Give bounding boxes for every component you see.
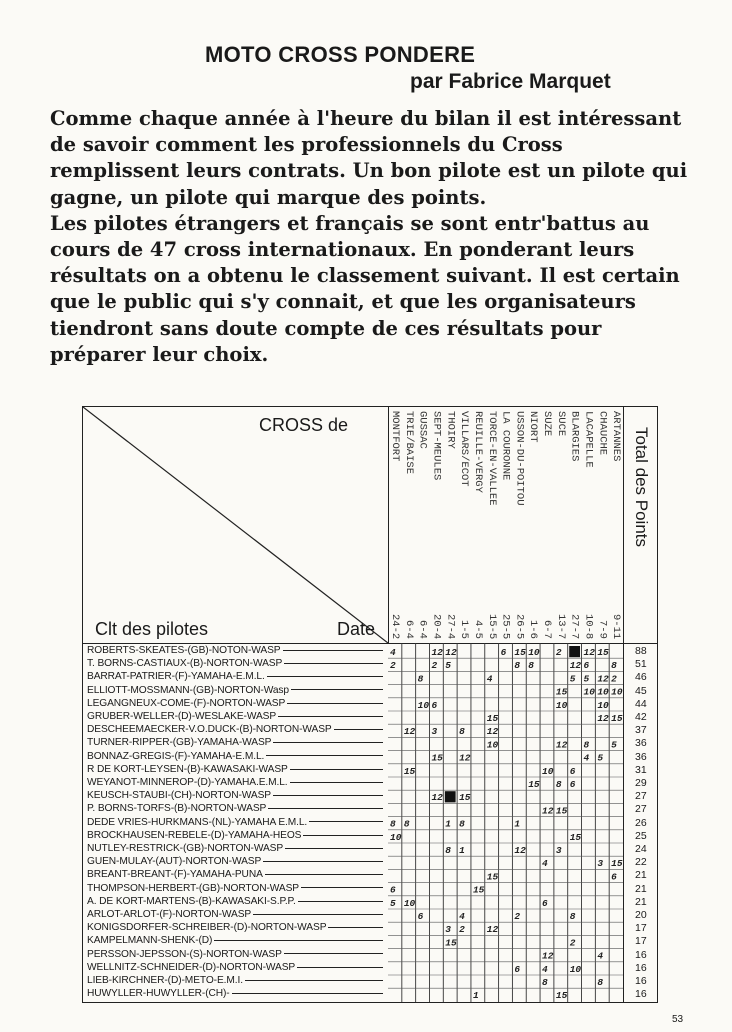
cross-date: 4-5 [471,620,484,639]
mark-value: 12 [569,660,582,672]
mark-value: 15 [569,831,582,843]
pilot-row [87,803,383,814]
pilot-name: DEDE VRIES-HURKMANS-(NL)-YAMAHA E.M.L. [87,816,308,828]
mark-value: 2 [514,911,521,922]
mark-value: 5 [569,673,576,685]
mark-value: 10 [528,647,540,658]
mark-value: 12 [486,726,499,738]
filled-cell [569,646,580,657]
mark-value: 8 [390,818,396,830]
mark-value: 4 [597,950,604,962]
leader-line [297,967,383,968]
pilot-name: A. DE KORT-MARTENS-(B)-KAWASAKI-S.P.P. [87,895,296,907]
mark-value: 15 [431,752,443,764]
pilot-name: NUTLEY-RESTRICK-(GB)-NORTON-WASP [87,843,284,854]
intro-text [50,106,690,368]
cross-name: LACAPELLE [582,411,595,468]
leader-line [285,848,383,849]
intro-paragraph-1: Comme chaque année à l'heure du bilan il est intéressant de savoir comment les professionnels du Cross remplissent leurs contrats. Un bon pilote est un pilote qui gagne, un pilote qui marque des points. [50,107,688,209]
pilot-total: 21 [635,895,647,908]
leader-line [263,861,383,862]
pilot-row [87,856,383,867]
pilot-name: WEYANOT-MINNEROP-(D)-YAMAHA.E.M.L. [87,777,288,788]
pilot-total: 51 [635,658,647,671]
mark-value: 15 [555,686,568,698]
mark-value: 3 [555,845,562,856]
mark-value: 12 [445,647,457,658]
mark-value: 5 [597,752,604,764]
pilot-total: 16 [635,961,647,974]
cross-date: 1-5 [458,620,471,639]
pilot-row [87,988,383,999]
mark-value: 1 [472,990,479,1002]
cross-name: SUZE [541,411,554,437]
mark-value: 12 [431,647,443,658]
leader-line [284,953,383,954]
mark-value: 12 [597,713,609,724]
cross-name: MONTFORT [389,411,401,462]
mark-value: 12 [542,805,554,817]
mark-value: 8 [514,660,521,672]
mark-value: 1 [445,818,451,830]
pilot-row [87,962,383,973]
cross-column-2 [583,411,595,639]
mark-value: 10 [597,699,609,711]
cross-date: 27-7 [568,613,581,639]
mark-value: 2 [611,673,617,685]
mark-value: 8 [555,779,562,790]
leader-line [284,663,383,664]
mark-value: 6 [569,779,576,790]
cross-name: GUSSAC [416,411,429,449]
header-diagonal [83,407,388,643]
pilot-row [87,817,383,828]
mark-value: 10 [611,686,623,698]
mark-value: 15 [459,792,471,804]
mark-value: 5 [390,897,396,909]
mark-value: 8 [417,673,424,685]
pilot-total: 17 [635,935,647,948]
mark-value: 10 [583,686,595,698]
cross-name: TORCE-EN-VALLEE [485,411,498,506]
pilot-name: T. BORNS-CASTIAUX-(B)-NORTON-WASP [87,658,283,670]
pilot-row [87,869,383,880]
mark-value: 4 [583,752,590,764]
mark-value: 3 [597,858,604,870]
leader-line [267,676,383,677]
pilot-name: BREANT-BREANT-(F)-YAMAHA-PUNA [87,869,263,881]
pilot-row [87,790,383,801]
cross-name: SUCE [554,411,567,437]
mark-value: 6 [431,699,438,711]
cross-name: TRIE/BAISE [402,411,415,475]
intro-paragraph-2: Les pilotes étrangers et français se sont entr'battus au cours de 47 cross internationaux. En ponderant leurs résultats on a obtenu le classement suivant. Il est certain que le public qui s'y connait, et que les organisateurs tiendront sans doute compte de ces résultats pour préparer leur choix. [50,211,680,366]
mark-value: 6 [417,911,424,922]
pilot-name: THOMPSON-HERBERT-(GB)-NORTON-WASP [87,882,299,894]
mark-value: 5 [445,660,451,672]
leader-line [273,742,383,743]
leader-line [301,887,383,888]
pilot-name: BARRAT-PATRIER-(F)-YAMAHA-E.M.L. [87,671,265,683]
cross-column-6 [527,411,539,639]
cross-date: 26-5 [513,613,526,639]
leader-line [291,689,383,690]
mark-value: 12 [459,752,471,764]
mark-value: 8 [459,818,465,830]
pilot-name: ARLOT-ARLOT-(F)-NORTON-WASP [87,909,252,920]
leader-line [298,901,383,902]
cross-date: 13-7 [554,613,567,639]
pilot-name: DESCHEEMAECKER-V.O.DUCK-(B)-NORTON-WASP [87,724,332,736]
pilot-total: 24 [635,843,647,855]
mark-value: 15 [403,765,416,777]
pilot-name: LEGANGNEUX-COME-(F)-NORTON-WASP [87,697,286,709]
pilot-total: 88 [635,645,647,657]
article-author: par Fabrice Marquet [410,70,611,93]
cross-name: CHAUCHE [596,411,609,456]
pilot-row [87,896,383,907]
mark-value: 3 [445,924,451,936]
mark-value: 6 [569,765,576,777]
total-divider [623,407,624,1002]
leader-line [309,821,383,822]
leader-line [266,755,383,756]
cross-date: 20-4 [430,613,443,639]
pilot-row [87,658,383,669]
pilot-row [87,949,383,960]
cross-column-1 [596,411,608,639]
mark-value: 5 [583,673,590,685]
leader-line [253,914,383,915]
pilot-row [87,711,383,722]
cross-date: 10-8 [582,613,595,639]
mark-value: 15 [472,884,485,896]
leader-line [290,769,383,770]
cross-date: 6-4 [402,620,415,639]
cross-column-11 [458,411,470,639]
mark-value: 12 [597,673,609,685]
leader-line [273,795,383,796]
pilot-name: LIEB-KIRCHNER-(D)-METO-E.M.I. [87,975,243,986]
pilot-total: 21 [635,869,647,882]
mark-value: 10 [542,765,554,777]
cross-column-4 [555,411,567,639]
mark-value: 10 [486,739,499,751]
pilot-name: TURNER-RIPPER-(GB)-YAMAHA-WASP [87,737,272,749]
pilot-name: R DE KORT-LEYSEN-(B)-KAWASAKI-WASP [87,763,288,775]
mark-value: 15 [445,937,457,949]
pilot-name: P. BORNS-TORFS-(B)-NORTON-WASP [87,803,267,815]
mark-value: 15 [528,779,540,790]
pilot-row [87,777,383,788]
pilot-row [87,883,383,894]
pilot-name: PERSSON-JEPSSON-(S)-NORTON-WASP [87,948,282,960]
mark-value: 15 [486,713,499,724]
pilot-total: 29 [635,777,647,789]
mark-value: 10 [555,699,568,711]
cross-column-16 [389,411,401,639]
pilot-total: 27 [635,803,647,816]
article-title: MOTO CROSS PONDERE [205,42,476,67]
mark-value: 6 [542,897,548,909]
mark-value: 4 [390,647,396,658]
mark-value: 8 [445,845,451,856]
mark-value: 2 [459,924,465,936]
leader-line [283,650,383,651]
mark-value: 15 [555,805,568,817]
cross-name: BLARGIES [568,411,581,462]
cross-date: 1-6 [527,620,540,639]
mark-value: 10 [403,897,416,909]
mark-value: 2 [555,647,562,658]
cross-date: 27-4 [444,613,457,639]
mark-value: 8 [569,911,576,922]
mark-value: 15 [611,858,623,870]
pilot-total: 42 [635,711,647,723]
pilot-name: HUWYLLER-HUWYLLER-(CH)- [87,988,230,1000]
leader-line [290,782,383,783]
total-header: Total des Points [632,427,651,548]
pilot-total: 27 [635,790,647,803]
cross-column-0 [610,411,622,639]
cross-name: LA COURONNE [499,411,512,481]
mark-value: 10 [417,699,430,711]
cross-date: 24-2 [389,613,401,639]
mark-value: 12 [486,924,499,936]
pilot-name: ELLIOTT-MOSSMANN-(GB)-NORTON-Wasp [87,684,289,696]
mark-value: 12 [555,739,568,751]
cross-label: CROSS de [259,415,349,435]
mark-value: 10 [597,686,609,698]
mark-value: 12 [514,845,526,856]
leader-line [214,940,383,941]
mark-value: 5 [611,739,617,751]
cross-column-5 [541,411,553,639]
mark-value: 8 [403,818,410,830]
mark-value: 6 [514,963,521,975]
cross-date: 15-5 [485,613,498,639]
pilot-total: 37 [635,724,647,737]
mark-value: 6 [611,871,617,883]
mark-value: 8 [597,977,604,988]
pilot-total: 16 [635,948,647,961]
pilot-row [87,671,383,682]
leader-line [334,729,383,730]
pilot-name: GRUBER-WELLER-(D)-WESLAKE-WASP [87,711,277,722]
pilot-total: 16 [635,988,647,1001]
cross-column-10 [472,411,484,639]
leader-line [278,716,383,717]
leader-line [328,927,383,928]
mark-value: 12 [431,792,443,804]
leader-line [268,808,383,809]
mark-value: 15 [514,647,526,658]
pilot-name: BROCKHAUSEN-REBELE-(D)-YAMAHA-HEOS [87,829,302,841]
mark-value: 4 [486,673,493,685]
pilot-name: KAMPELMANN-SHENK-(D) [87,935,213,947]
mark-value: 4 [542,963,548,975]
mark-value: 10 [569,963,582,975]
pilot-row [87,685,383,696]
pilot-total: 36 [635,750,647,763]
pilot-total: 44 [635,697,647,710]
pilot-row [87,698,383,709]
pilot-row [87,935,383,946]
mark-value: 2 [390,660,396,672]
mark-value: 8 [528,660,534,672]
mark-value: 2 [431,660,438,672]
mark-value: 10 [390,831,402,843]
pilot-total: 25 [635,829,647,842]
mark-value: 6 [500,647,507,658]
pilot-row [87,737,383,748]
cross-column-15 [403,411,415,639]
pilot-row [87,645,383,656]
mark-value: 2 [569,937,576,949]
cross-name: ARTANNES [610,411,623,462]
mark-value: 12 [403,726,416,738]
cross-column-9 [486,411,498,639]
mark-value: 8 [542,977,548,988]
cross-date: 6-4 [416,620,429,639]
filled-cell [445,791,456,802]
leader-line [232,993,383,994]
cross-column-13 [430,411,442,639]
pilot-total: 17 [635,922,647,935]
pilot-row [87,724,383,735]
mark-value: 8 [459,726,465,738]
cross-column-7 [513,411,525,639]
pilot-name: BONNAZ-GREGIS-(F)-YAMAHA-E.M.L. [87,750,265,762]
date-label: Date [337,619,376,639]
pilot-total: 46 [635,671,647,684]
cross-name: REUILLE-VERGY [471,411,484,493]
cross-name: VILLARS/ECOT [458,411,471,487]
pilot-total: 31 [635,763,647,776]
pilot-name: WELLNITZ-SCHNEIDER-(D)-NORTON-WASP [87,961,296,973]
mark-value: 12 [583,647,595,658]
cross-name: NIORT [527,411,540,443]
pilot-name: KEUSCH-STAUBI-(CH)-NORTON-WASP [87,790,271,802]
mark-value: 1 [514,818,521,830]
cross-date: 7-9 [596,620,609,639]
pilot-row [87,922,383,933]
mark-value: 4 [459,911,465,922]
pilot-name: KONIGSDORFER-SCHREIBER-(D)-NORTON-WASP [87,922,327,934]
cross-column-3 [569,411,581,639]
results-table [82,406,658,1003]
mark-value: 3 [431,726,438,738]
page-number: 53 [672,1014,684,1025]
clt-label: Clt des pilotes [95,619,209,639]
mark-value: 4 [542,858,548,870]
mark-value: 6 [390,884,396,896]
pilot-row [87,843,383,854]
cross-date: 6-7 [541,620,554,639]
pilot-row [87,975,383,986]
cross-name: THOIRY [444,411,457,449]
leader-line [245,980,383,981]
mark-value: 15 [597,647,609,658]
pilot-name: GUEN-MULAY-(AUT)-NORTON-WASP [87,856,262,868]
mark-value: 12 [542,950,554,962]
leader-line [303,835,383,836]
mark-value: 15 [611,713,623,724]
mark-value: 8 [583,739,590,751]
leader-line [287,703,383,704]
pilot-total: 21 [635,882,647,895]
pilot-row [87,909,383,920]
leader-line [265,874,383,875]
cross-name: SEPT-MEULES [430,411,443,481]
pilot-total: 22 [635,856,647,869]
pilot-row [87,751,383,762]
mark-value: 1 [459,845,465,856]
cross-name: USSON-DU-POITOU [513,411,526,506]
pilot-name: ROBERTS-SKEATES-(GB)-NOTON-WASP [87,645,281,656]
mark-value: 6 [583,660,590,672]
cross-column-8 [500,411,512,639]
cross-date: 25-5 [499,613,512,639]
pilot-total: 26 [635,816,647,829]
pilot-total: 16 [635,975,647,987]
cross-column-12 [444,411,456,639]
pilot-total: 36 [635,737,647,750]
pilot-row [87,830,383,841]
pilot-total: 45 [635,684,647,697]
marks-grid [388,643,623,1002]
pilot-total: 20 [635,909,647,921]
pilot-row [87,764,383,775]
mark-value: 15 [555,990,568,1002]
cross-column-14 [417,411,429,639]
cross-date: 9-11 [610,613,623,639]
mark-value: 8 [611,660,617,672]
mark-value: 15 [486,871,499,883]
